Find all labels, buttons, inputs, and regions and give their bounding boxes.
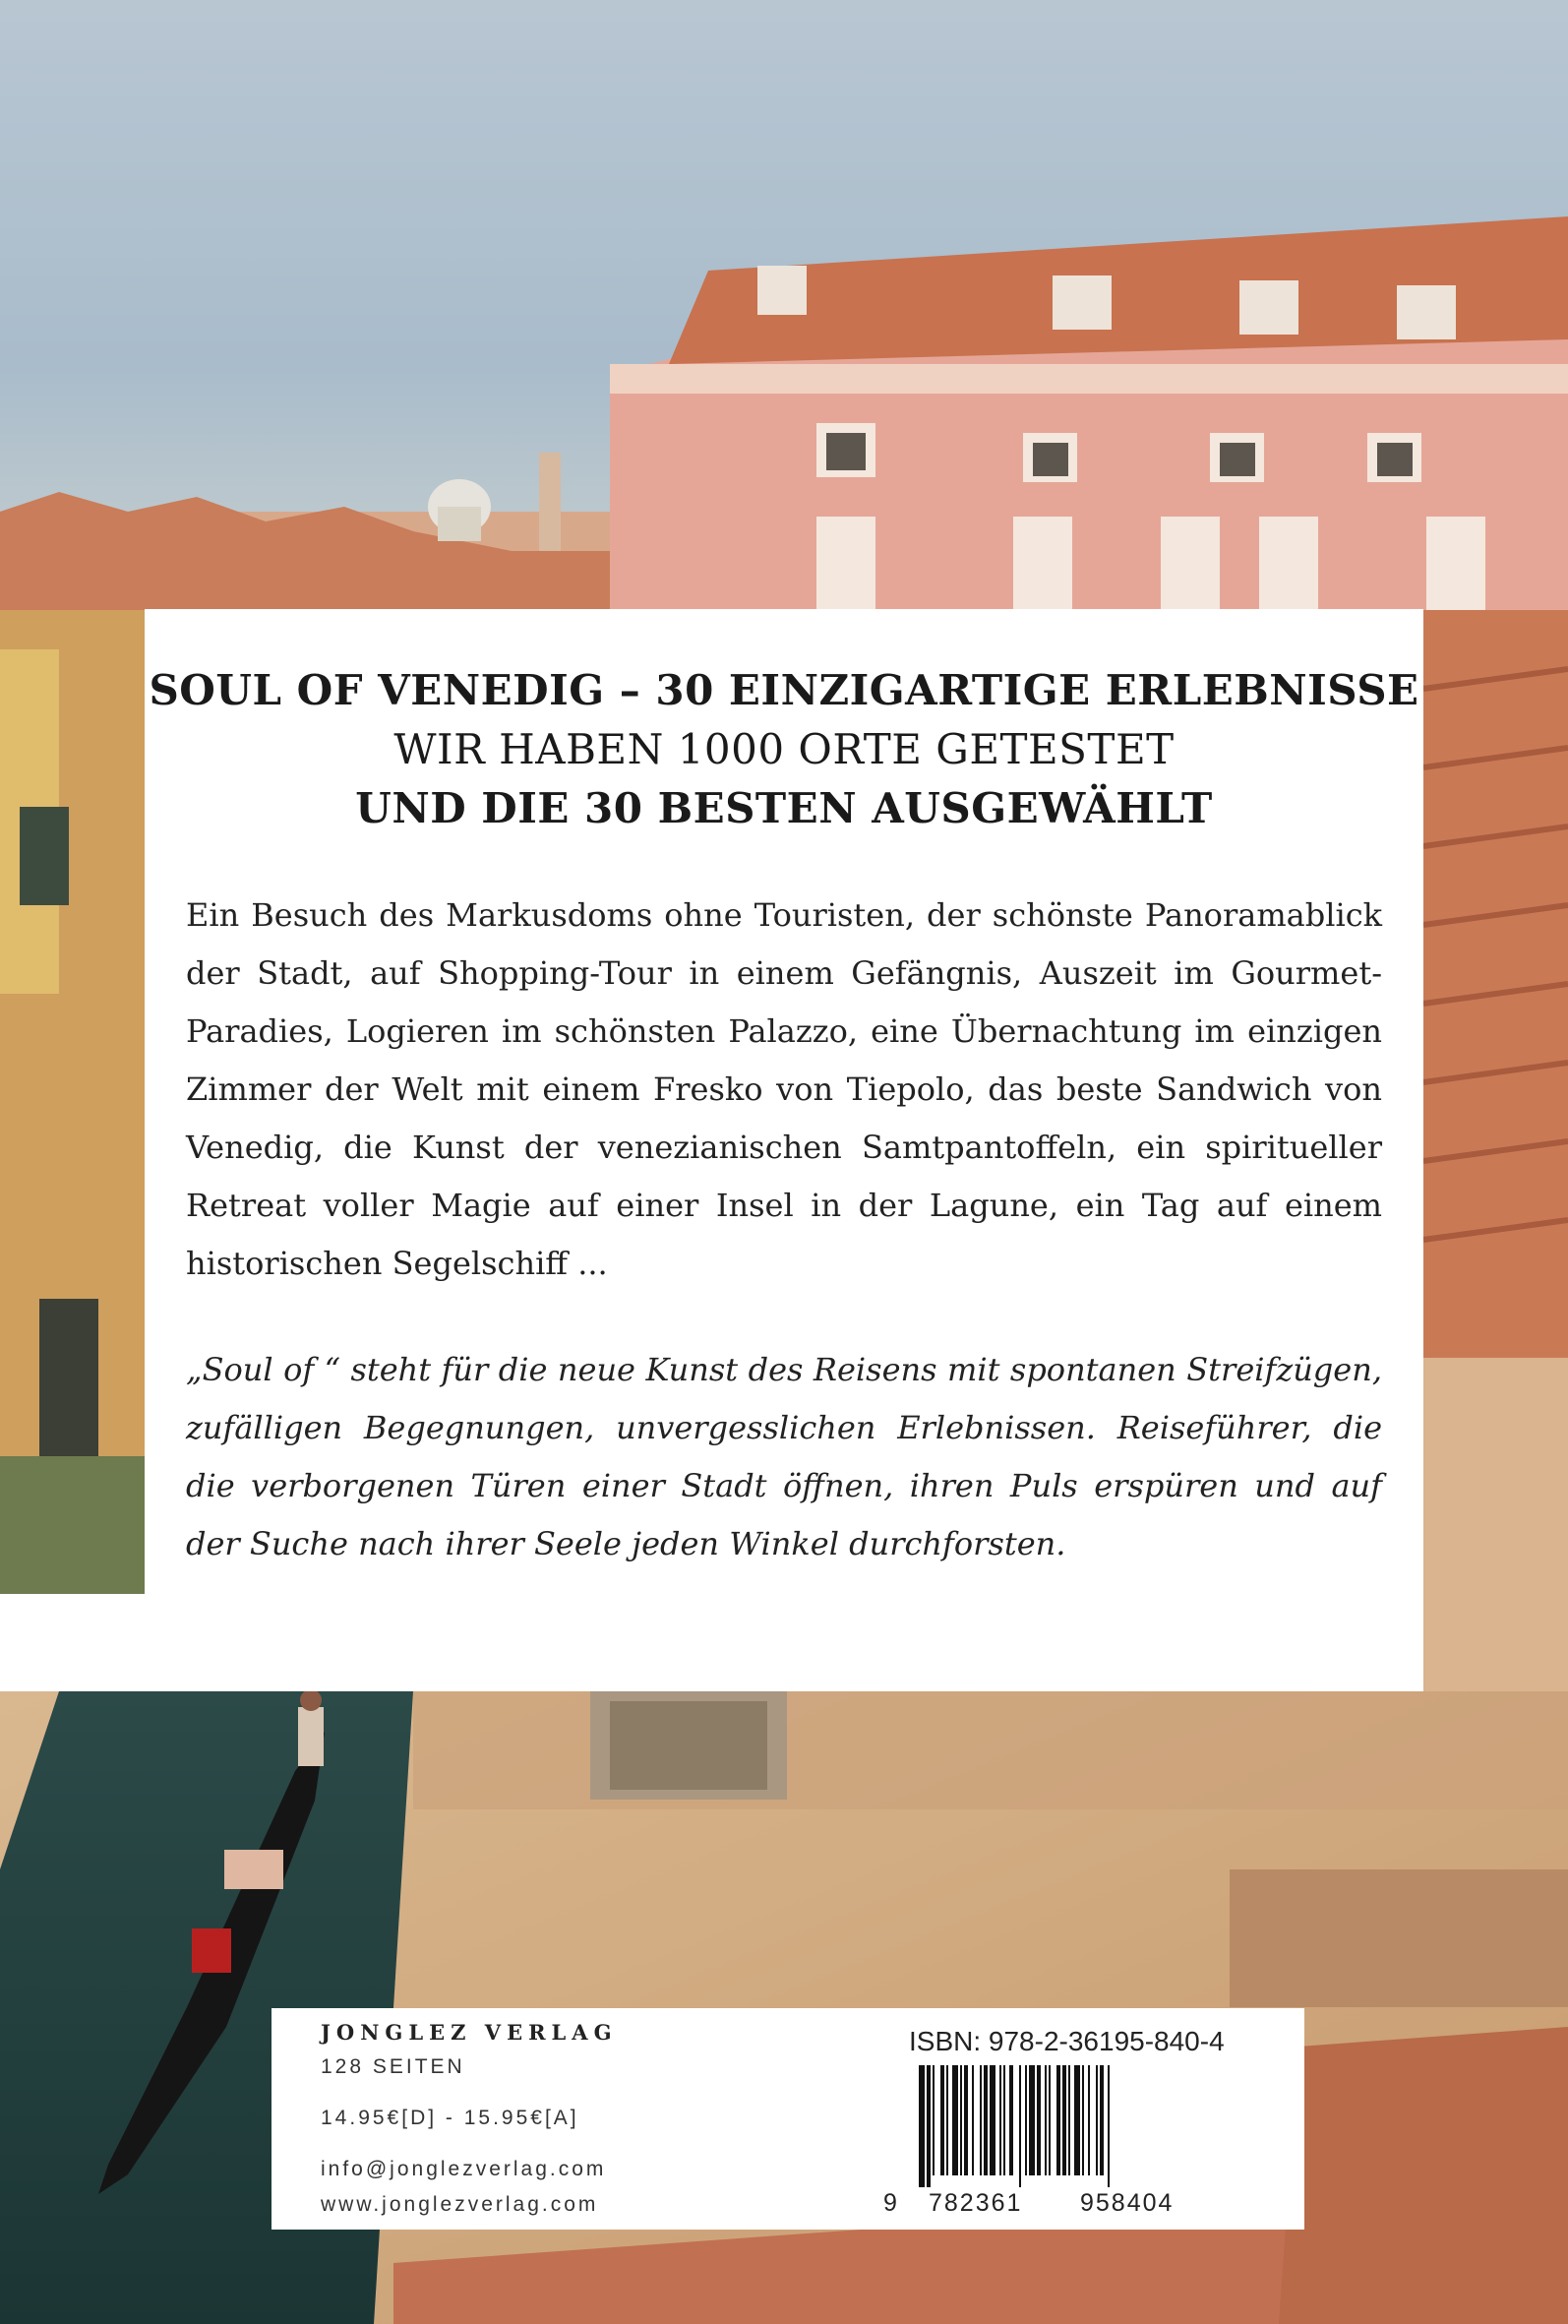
barcode-bar [1009,2065,1013,2175]
barcode-bar [1096,2065,1098,2175]
barcode-bar [927,2065,931,2187]
barcode-bar [1108,2065,1110,2187]
barcode-bar [1045,2065,1047,2175]
barcode-bar [1056,2065,1060,2175]
barcode-bar [1068,2065,1070,2175]
headline-title: SOUL OF VENEDIG – 30 EINZIGARTIGE ERLEBNISSE [149,666,1419,714]
barcode-bar [1029,2065,1035,2175]
email-link[interactable]: info@jonglezverlag.com [321,2158,607,2180]
barcode-bar [952,2065,958,2175]
barcode-bar [960,2065,962,2175]
barcode-bar [972,2065,974,2175]
barcode-bar [1025,2065,1027,2175]
headline-subtitle-bold: UND DIE 30 BESTEN AUSGEWÄHLT [355,784,1213,832]
barcode-bar [980,2065,982,2175]
barcode-bar [933,2065,935,2175]
headline-subtitle: WIR HABEN 1000 ORTE GETESTET [393,725,1175,773]
barcode-bar [1019,2065,1021,2187]
barcode-bar [999,2065,1001,2175]
description-panel [145,609,1423,1691]
price: 14.95€[D] - 15.95€[A] [321,2107,579,2129]
page-count: 128 SEITEN [321,2055,465,2078]
barcode-bar [964,2065,968,2175]
barcode-bar [1082,2065,1084,2175]
barcode-bar [1074,2065,1080,2175]
barcode-bar [919,2065,925,2187]
website-link[interactable]: www.jonglezverlag.com [321,2193,599,2216]
barcode-bar [946,2065,948,2175]
barcode-bar [1003,2065,1005,2175]
barcode-bar [1100,2065,1104,2175]
description-paragraph: Ein Besuch des Markusdoms ohne Touristen, der schönste Panoramablick der Stadt, auf Shopping-Tour in einem Gefängnis, Auszeit im Gourmet-Paradies, Logieren im schönsten Palazzo, eine Übernachtung im einzigen Zimmer der Welt mit einem Fresko von Tiepolo, das beste Sandwich von Venedig, die Kunst der venezianischen Samtpantoffeln, ein spiritueller Retreat voller Magie auf einer Insel in der Lagune, ein Tag auf einem historischen Segelschiff ... [186,896,1382,1282]
barcode-bar [990,2065,995,2175]
barcode-bar [1088,2065,1090,2175]
barcode-bar [984,2065,988,2175]
barcode [915,2065,1239,2187]
publisher-info-box [271,2008,1304,2230]
barcode-digits-right: 958404 [1080,2189,1175,2217]
barcode-bar [1062,2065,1066,2175]
quote-paragraph: „Soul of “ steht für die neue Kunst des Reisens mit spontanen Streifzügen, zufälligen Begegnungen, unvergesslichen Erlebnissen. Reiseführer, die die verborgenen Türen einer Stadt öffnen, ihren Puls erspüren und auf der Suche nach ihrer Seele jeden Winkel durchforsten. [186,1351,1382,1562]
barcode-digits-left: 782361 [929,2189,1023,2217]
publisher-name: JONGLEZ VERLAG [321,2020,618,2045]
barcode-bar [1049,2065,1051,2175]
barcode-bar [940,2065,944,2175]
barcode-digit-first: 9 [883,2189,899,2217]
barcode-bar [1037,2065,1041,2175]
isbn-label: ISBN: 978-2-36195-840-4 [909,2026,1225,2056]
